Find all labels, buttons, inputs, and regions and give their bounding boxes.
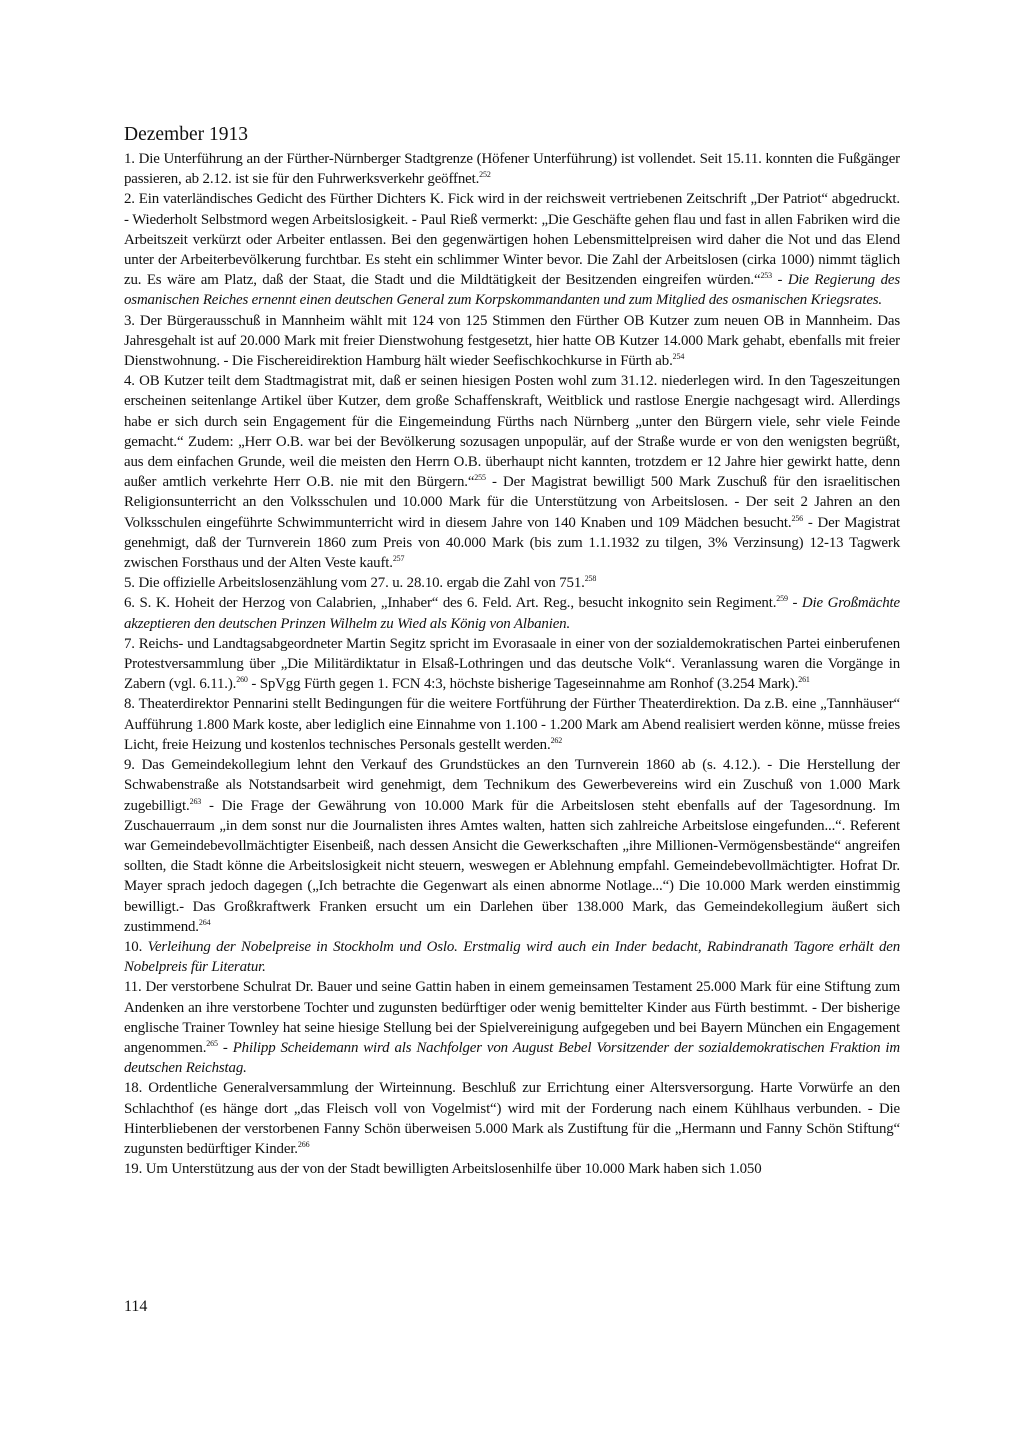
footnote-ref: 265 xyxy=(206,1038,218,1048)
footnote-ref: 253 xyxy=(760,271,772,281)
footnote-ref: 254 xyxy=(672,352,685,362)
footnote-ref: 263 xyxy=(189,796,202,806)
entry-paragraph xyxy=(124,755,900,937)
entry-text: 2. Ein vaterländisches Gedicht des Fürther Dichters K. Fick wird in der reichsweit vertriebenen Zeitschrift „Der Patriot“ abgedruckt. - Wiederholt Selbstmord wegen Arbeitslosigkeit. - Paul Rieß vermerkt: „Die Geschäfte gehen flau und fast in allen Fabriken wird die Arbeitszeit verkürzt oder Arbeiter entlassen. Bei den gegenwärtigen hohen Lebensmittelpreisen wird daher die Not und das Elend unter der Arbeiterbevölkerung furchtbar. Es steht ein schlimmer Winter bevor. Die Zahl der Arbeitslosen (cirka 1000) nimmt täglich zu. Es wäre am Platz, daß der Staat, die Stadt und die Mildtätigkeit der Besitzenden eingreifen würden.“ xyxy=(124,191,900,289)
entry-text: 4. OB Kutzer teilt dem Stadtmagistrat mit, daß er seinen hiesigen Posten wohl zum 31.12. niederlegen wird. In den Tageszeitungen erscheinen seitenlange Artikel über Kutzer, dem große Schaffenskraft, Weitblick und rastlose Energie nachgesagt wird. Allerdings habe er sich durch sein Engagement für die Eingemeindung Fürths nach Nürnberg „unter den Bürgern viele, sehr viele Feinde gemacht.“ Zudem: „Herr O.B. war bei der Bevölkerung sozusagen unpopulär, auf der Straße wurde er von den wenigsten begrüßt, aus dem einfachen Grunde, weil die meisten den Herrn O.B. überhaupt nicht kannten, trotzdem er 12 Jahre hier gewirkt hatte, denn außer amtlich verkehrte Herr O.B. nie mit den Bürgern.“ xyxy=(124,373,900,491)
footnote-ref: 257 xyxy=(392,554,405,564)
world-event-text: Die Großmächte akzeptieren den deutschen Prinzen Wilhelm zu Wied als König von Albanien. xyxy=(124,595,900,632)
entry-text: 10. xyxy=(124,938,148,955)
footnote-ref: 260 xyxy=(236,675,248,685)
entry-text: 6. S. K. Hoheit der Herzog von Calabrien, „Inhaber“ des 6. Feld. Art. Reg., besucht inkognito sein Regiment. xyxy=(124,595,777,612)
entry-paragraph xyxy=(124,311,900,372)
footnote-ref: 256 xyxy=(791,513,804,523)
entry-text: - xyxy=(787,595,802,612)
entry-text: 11. Der verstorbene Schulrat Dr. Bauer und seine Gattin haben in einem gemeinsamen Testament 25.000 Mark für eine Stiftung zum Andenken an ihre verstorbene Tochter und zugunsten bedürftiger oder wenig bemittelter Kinder aus Fürth bestimmt. - Der bisherige englische Trainer Townley hat seine hiesige Stellung bei der Spielvereinigung aufgegeben und bei Bayern München ein Engagement angenommen. xyxy=(124,979,900,1056)
entry-text: 1. Die Unterführung an der Fürther-Nürnberger Stadtgrenze (Höfener Unterführung) ist vollendet. Seit 15.11. konnten die Fußgänger passieren, ab 2.12. ist sie für den Fuhrwerksverkehr geöffnet. xyxy=(124,151,900,188)
entry-text: - Der Magistrat genehmigt, daß der Turnverein 1860 zum Preis von 40.000 Mark (bis zum 1.1.1932 zu tilgen, 3% Verzinsung) 12-13 Tagwerk zwischen Forsthaus und der Alten Veste kauft. xyxy=(124,514,900,572)
entry-text: 7. Reichs- und Landtagsabgeordneter Martin Segitz spricht im Evorasaale in einer von der sozialdemokratischen Partei einberufenen Protestversammlung über „Die Militärdiktatur in Elsaß-Lothringen und das deutsche Volk“. Veranlassung waren die Vorgänge in Zabern (vgl. 6.11.). xyxy=(124,635,900,693)
world-event-text: Verleihung der Nobelpreise in Stockholm und Oslo. Erstmalig wird auch ein Inder bedacht, Rabindranath Tagore erhält den Nobelpreis für Literatur. xyxy=(124,938,900,976)
world-event-text: Philipp Scheidemann wird als Nachfolger von August Bebel Vorsitzender der sozialdemokratischen Fraktion im deutschen Reichstag. xyxy=(124,1039,900,1077)
entry-paragraph xyxy=(124,1078,900,1159)
entry-text: 3. Der Bürgerausschuß in Mannheim wählt mit 124 von 125 Stimmen den Fürther OB Kutzer zum neuen OB in Mannheim. Das Jahresgehalt ist auf 20.000 Mark mit freier Dienstwohung festgesetzt, hier hatte OB Kutzer 14.000 Mark gehabt, ebenfalls mit freier Dienstwohnung. - Die Fischereidirektion Hamburg hält wieder Seefischkochkurse in Fürth ab. xyxy=(124,312,900,370)
entry-text: 5. Die offizielle Arbeitslosenzählung vom 27. u. 28.10. ergab die Zahl von 751. xyxy=(124,575,585,592)
entry-text: 9. Das Gemeindekollegium lehnt den Verkauf des Grundstückes an den Turnverein 1860 ab (s. 4.12.). - Die Herstellung der Schwabenstraße als Notstandsarbeit wird genehmigt, dem Technikum des Gewerbevereins wird ein Zuschuß von 1.000 Mark zugebilligt. xyxy=(124,757,900,814)
page-title: Dezember 1913 xyxy=(124,124,248,145)
entry-list xyxy=(124,149,900,1179)
entry-text: - xyxy=(217,1039,233,1056)
footnote-ref: 258 xyxy=(584,574,597,584)
footnote-ref: 262 xyxy=(550,735,563,745)
entry-text: - xyxy=(772,272,788,289)
entry-text: - Der Magistrat bewilligt 500 Mark Zuschuß für den israelitischen Religionsunterricht an den Volksschulen und 10.000 Mark für die Unterstützung von Arbeitslosen. - Der seit 2 Jahren an den Volksschulen eingeführte Schwimmunterricht wird in diesem Jahre von 140 Knaben und 109 Mädchen besucht. xyxy=(124,474,900,531)
entry-paragraph xyxy=(124,189,900,310)
footnote-ref: 255 xyxy=(474,473,486,483)
entry-text: 18. Ordentliche Generalversammlung der Wirteinnung. Beschluß zur Errichtung einer Altersversorgung. Harte Vorwürfe an den Schlachthof (es hänge dort „das Fleisch voll von Vogelmist“) wird mit der Forderung nach einem Kühlhaus verbunden. - Die Hinterbliebenen der verstorbenen Fanny Schön überweisen 5.000 Mark als Zustiftung für die „Hermann und Fanny Schön Stiftung“ zugunsten bedürftiger Kinder. xyxy=(124,1080,900,1157)
footnote-ref: 259 xyxy=(776,594,788,604)
footnote-ref: 252 xyxy=(479,170,491,180)
entry-text: 8. Theaterdirektor Pennarini stellt Bedingungen für die weitere Fortführung der Fürther Theaterdirektion. Da z.B. eine „Tannhäuser“ Aufführung 1.800 Mark koste, aber lediglich eine Einnahme von 1.100 - 1.200 Mark am Abend realisiert werden könne, müsse freies Licht, freie Heizung und kostenlos technisches Personals gestellt werden. xyxy=(124,696,900,753)
entry-paragraph xyxy=(124,149,900,189)
entry-paragraph xyxy=(124,937,900,977)
entry-paragraph xyxy=(124,977,900,1078)
entry-text: 19. Um Unterstützung aus der von der Stadt bewilligten Arbeitslosenhilfe über 10.000 Mark haben sich 1.050 xyxy=(124,1161,762,1178)
entry-paragraph xyxy=(124,371,900,573)
entry-paragraph xyxy=(124,1159,900,1179)
entry-paragraph xyxy=(124,573,900,593)
footnote-ref: 261 xyxy=(798,675,810,685)
footnote-ref: 264 xyxy=(198,917,211,927)
document-page xyxy=(124,124,900,1179)
footnote-ref: 266 xyxy=(297,1139,310,1149)
entry-paragraph xyxy=(124,593,900,633)
world-event-text: Die Regierung des osmanischen Reiches ernennt einen deutschen General zum Korpskommandanten und zum Mitglied des osmanischen Kriegsrates. xyxy=(124,272,900,309)
entry-text: - Die Frage der Gewährung von 10.000 Mark für die Arbeitslosen steht ebenfalls auf der Tagesordnung. Im Zuschauerraum „in dem sonst nur die Journalisten ihres Amtes walten, hatten sich zahlreiche Arbeitslose eingefunden...“. Referent war Gemeindebevollmächtigter Eisenbeiß, nach dessen Ansicht die Gewerkschaften „ihre Millionen-Vermögensbestände“ angreifen sollten, die Stadt könne die Arbeitslosigkeit nicht steuern, weswegen er Ablehnung empfahl. Gemeindebevollmächtigter. Hofrat Dr. Mayer sprach jedoch dagegen („Ich betrachte die Gegenwart als einen abnorme Notlage...“) Die 10.000 Mark werden einstimmig bewilligt.- Das Großkraftwerk Franken ersucht um ein Darlehen über 138.000 Mark, das Gemeindekollegium äußert sich zustimmend. xyxy=(124,797,900,935)
page-number: 114 xyxy=(124,1298,148,1315)
entry-text: - SpVgg Fürth gegen 1. FCN 4:3, höchste bisherige Tageseinnahme am Ronhof (3.254 Mark). xyxy=(247,676,799,693)
entry-paragraph xyxy=(124,634,900,695)
entry-paragraph xyxy=(124,694,900,755)
